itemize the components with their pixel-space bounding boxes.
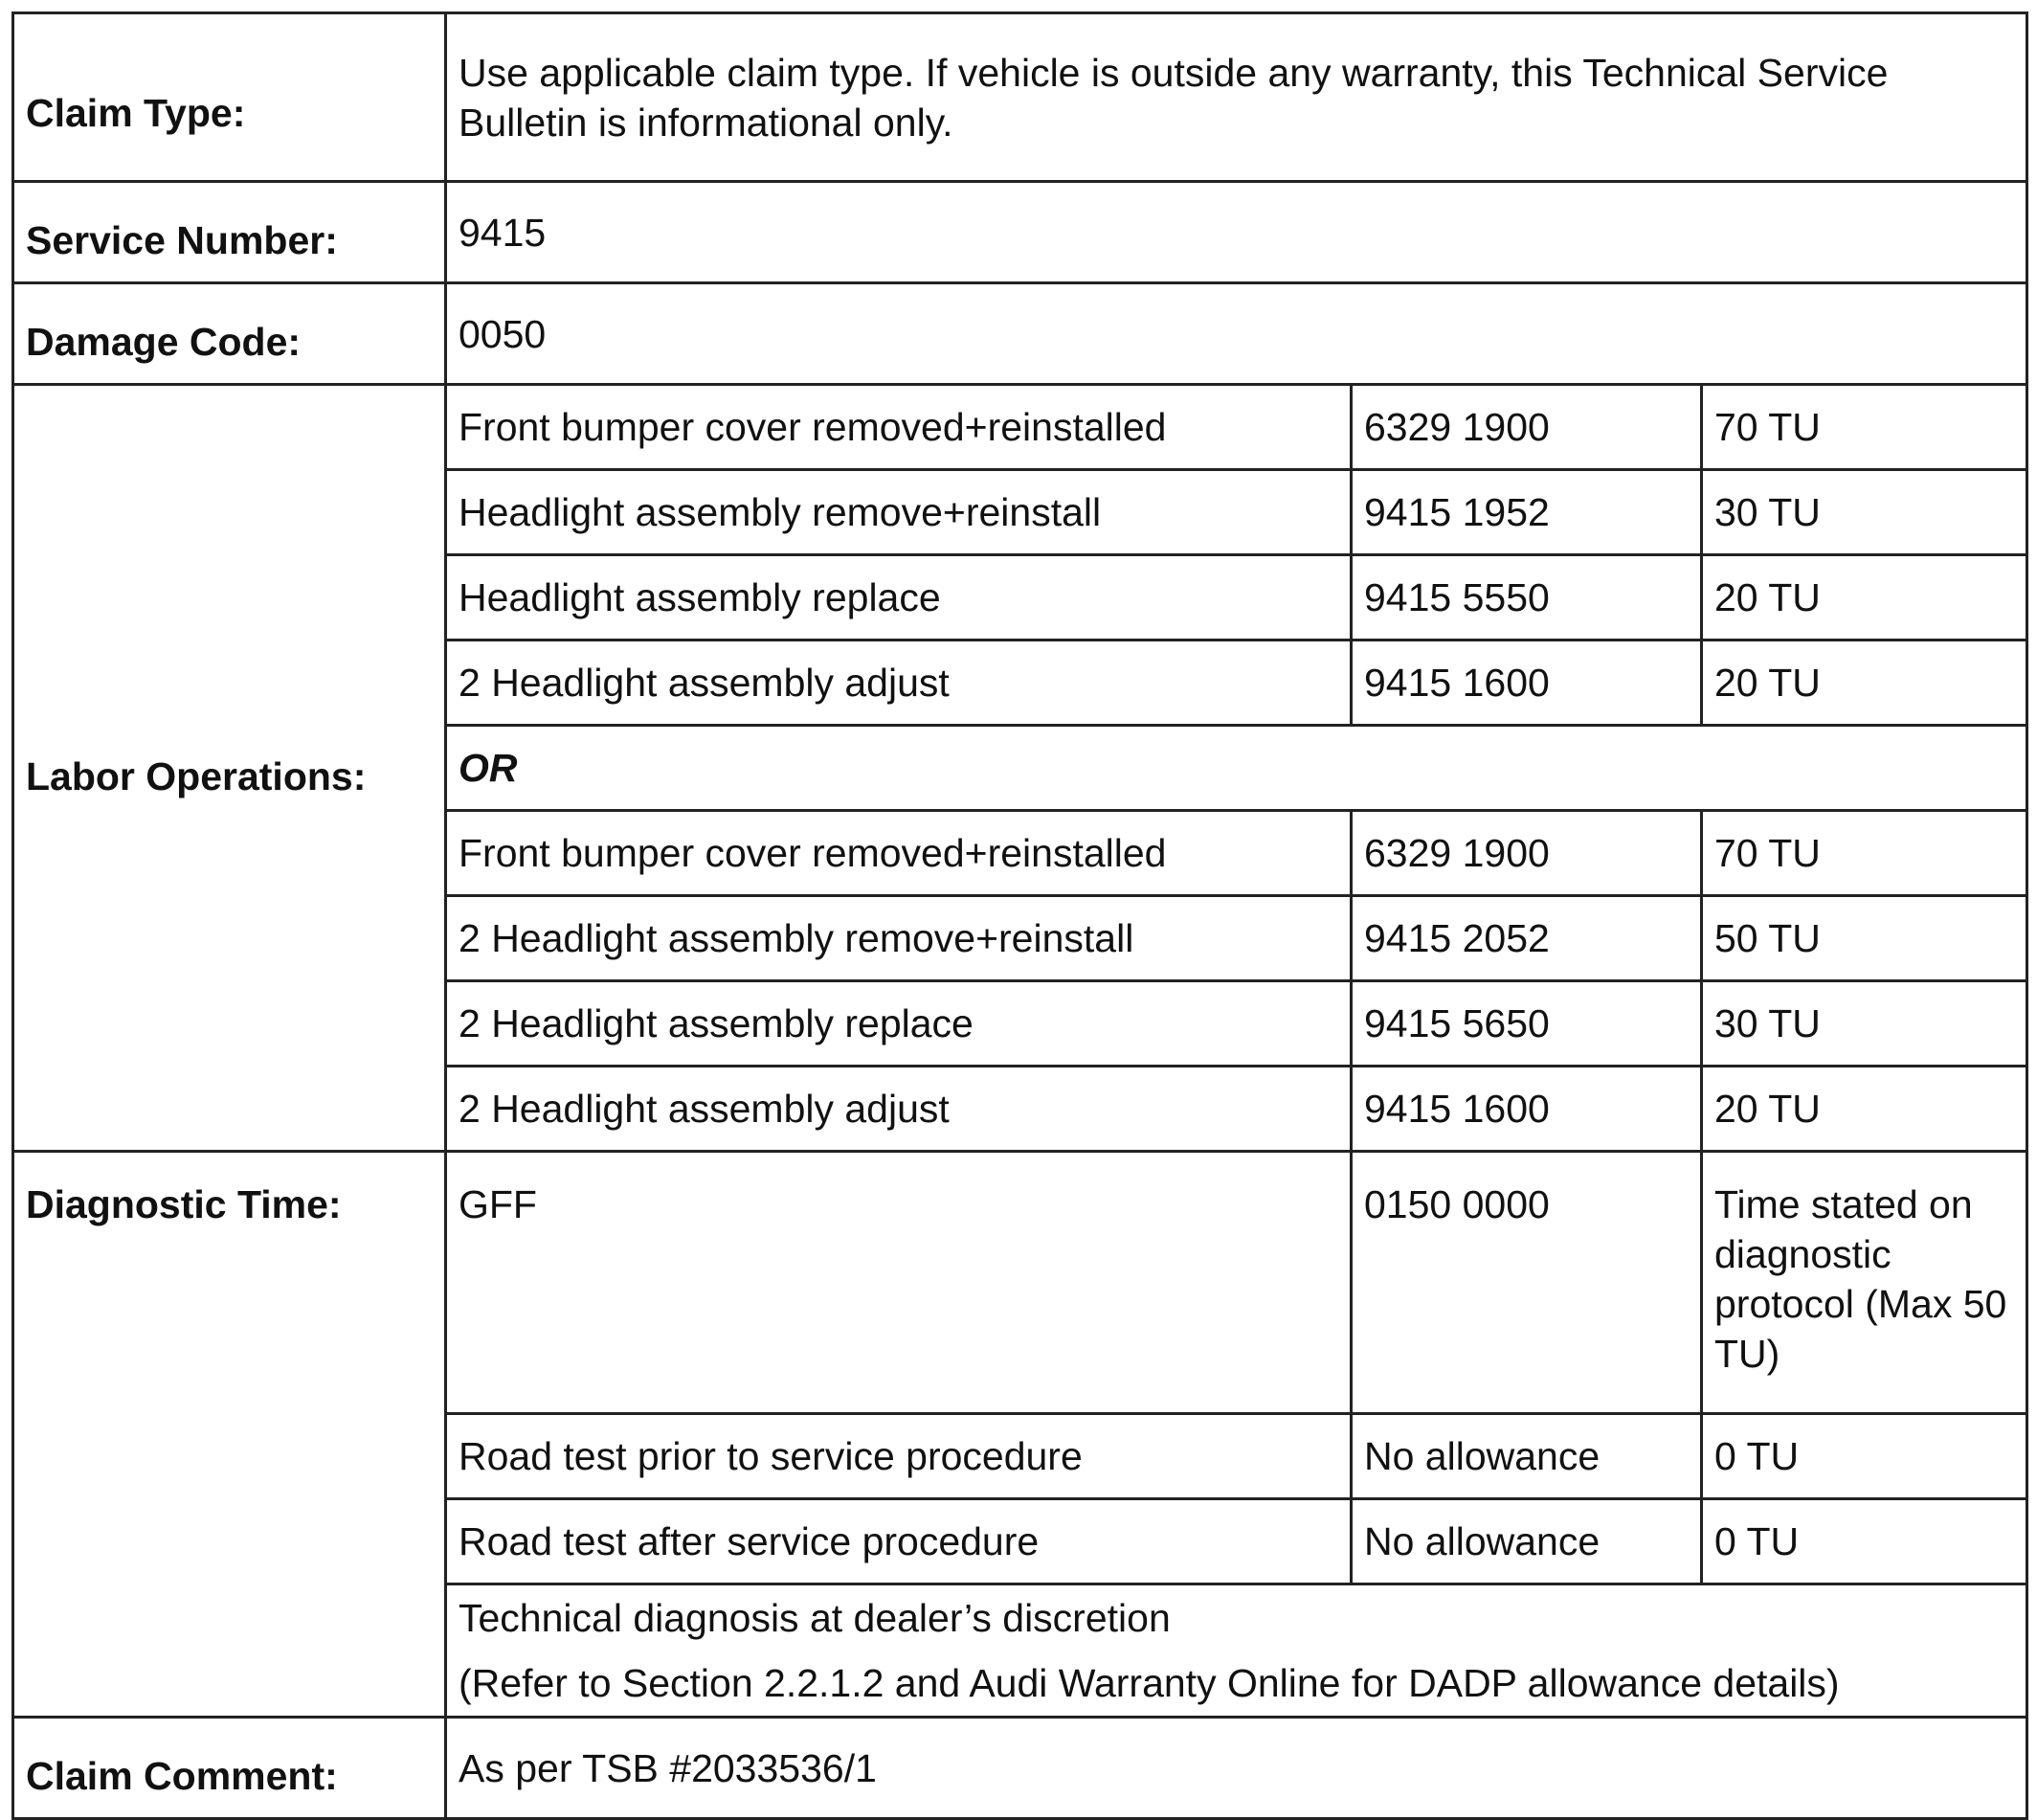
labor-description: 2 Headlight assembly adjust: [446, 640, 1352, 726]
diagnostic-time: Time stated on diagnostic protocol (Max 50 TU): [1702, 1152, 2027, 1414]
labor-description: Headlight assembly replace: [446, 555, 1352, 640]
labor-code: 9415 1600: [1352, 1067, 1702, 1152]
labor-time: 70 TU: [1702, 811, 2027, 896]
claim-comment-row: [13, 1718, 2027, 1819]
labor-time: 20 TU: [1702, 1067, 2027, 1152]
diagnostic-code: No allowance: [1352, 1414, 1702, 1499]
labor-row: [13, 385, 2027, 470]
labor-description: 2 Headlight assembly replace: [446, 981, 1352, 1067]
labor-description: Headlight assembly remove+reinstall: [446, 470, 1352, 555]
claim-comment-label: Claim Comment:: [13, 1718, 446, 1819]
labor-description: Front bumper cover removed+reinstalled: [446, 811, 1352, 896]
damage-code-row: [13, 283, 2027, 385]
diagnostic-time: 0 TU: [1702, 1499, 2027, 1584]
diagnostic-description: GFF: [446, 1152, 1352, 1414]
labor-code: 6329 1900: [1352, 811, 1702, 896]
claim-comment-value: As per TSB #2033536/1: [446, 1718, 2027, 1819]
labor-code: 9415 1600: [1352, 640, 1702, 726]
labor-code: 6329 1900: [1352, 385, 1702, 470]
labor-code: 9415 5650: [1352, 981, 1702, 1067]
diagnostic-note-line2: (Refer to Section 2.2.1.2 and Audi Warranty Online for DADP allowance details): [459, 1661, 1840, 1705]
diagnostic-code: 0150 0000: [1352, 1152, 1702, 1414]
service-number-value: 9415: [446, 182, 2027, 283]
or-separator: OR: [446, 726, 2027, 811]
diagnostic-code: No allowance: [1352, 1499, 1702, 1584]
labor-time: 70 TU: [1702, 385, 2027, 470]
diagnostic-time-label: Diagnostic Time:: [13, 1152, 446, 1718]
claim-type-value: Use applicable claim type. If vehicle is outside any warranty, this Technical Service Bulletin is informational only.: [446, 13, 2027, 182]
claim-type-label: Claim Type:: [13, 13, 446, 182]
labor-code: 9415 2052: [1352, 896, 1702, 981]
labor-code: 9415 5550: [1352, 555, 1702, 640]
labor-time: 20 TU: [1702, 555, 2027, 640]
diagnostic-description: Road test after service procedure: [446, 1499, 1352, 1584]
labor-description: 2 Headlight assembly remove+reinstall: [446, 896, 1352, 981]
claim-type-row: [13, 13, 2027, 182]
warranty-claim-table: [11, 11, 2028, 1820]
diagnostic-time: 0 TU: [1702, 1414, 2027, 1499]
labor-time: 50 TU: [1702, 896, 2027, 981]
labor-time: 30 TU: [1702, 981, 2027, 1067]
labor-operations-label: Labor Operations:: [13, 385, 446, 1152]
damage-code-value: 0050: [446, 283, 2027, 385]
service-number-row: [13, 182, 2027, 283]
labor-description: 2 Headlight assembly adjust: [446, 1067, 1352, 1152]
labor-time: 20 TU: [1702, 640, 2027, 726]
labor-time: 30 TU: [1702, 470, 2027, 555]
damage-code-label: Damage Code:: [13, 283, 446, 385]
diagnostic-note: [446, 1584, 2027, 1718]
labor-description: Front bumper cover removed+reinstalled: [446, 385, 1352, 470]
diagnostic-note-line1: Technical diagnosis at dealer’s discretion: [459, 1596, 1171, 1640]
diagnostic-description: Road test prior to service procedure: [446, 1414, 1352, 1499]
service-number-label: Service Number:: [13, 182, 446, 283]
labor-code: 9415 1952: [1352, 470, 1702, 555]
diagnostic-row: [13, 1152, 2027, 1414]
